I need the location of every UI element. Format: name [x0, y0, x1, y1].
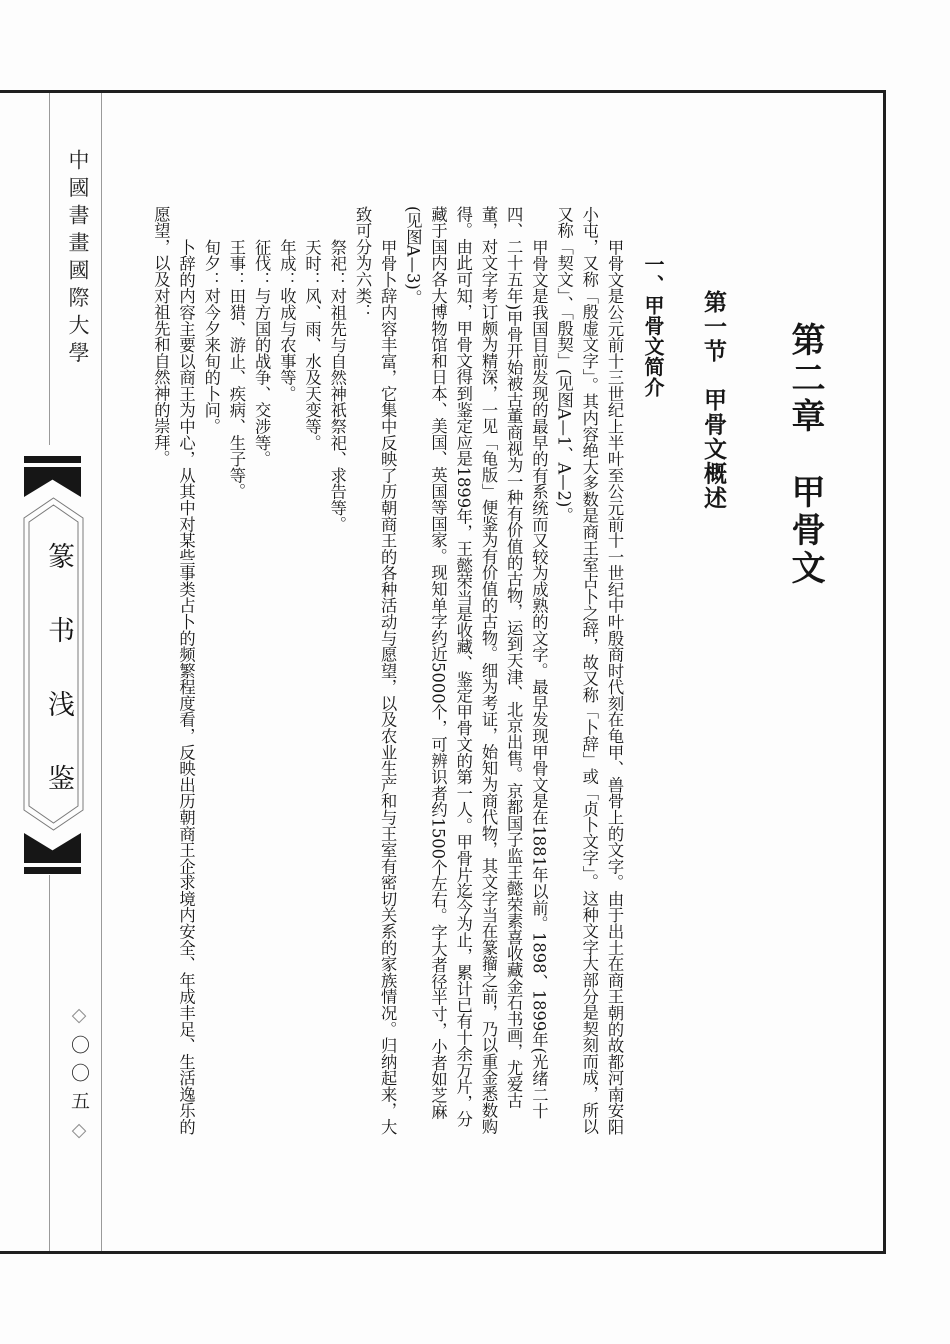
- chapter-title: 第二章 甲骨文: [785, 322, 825, 588]
- sidebar-inner-rule-upper: [49, 93, 50, 445]
- diamond-ornament-top: ◇: [68, 1004, 90, 1035]
- list-item-weather: 天时：风、雨、水及天变等。: [302, 238, 322, 451]
- list-item-sacrifice: 祭祀：对祖先与自然神祇祭祀、求告等。: [327, 238, 347, 532]
- subsection-title: 一、甲骨文简介: [641, 254, 665, 398]
- section-title: 第一节 甲骨文概述: [700, 290, 726, 511]
- diamond-ornament-bottom: ◇: [68, 1119, 90, 1150]
- body-text: [151, 206, 627, 1138]
- university-title: 中國書畫國際大學: [66, 149, 90, 369]
- banner-bottom-bar: [24, 867, 81, 874]
- paragraph: 甲骨文是我国目前发现的最早的有系统而又较为成熟的文字。最早发现甲骨文是在1881年以前。1898、1899年(光绪二十四、二十五年)甲骨开始被古董商视为一种有价值的古物，运到天津、北京出售。京都国子监王懿荣素喜收藏金石书画，尤爱古董，对文字考订颇为精深，一见「龟版」便鉴为有价值的古物。细为考证，始知为商代物，其文字当在篆籀之前，乃以重金悉数购得。由此可知，甲骨文得到鉴定应是1899年，王懿荣当是收藏、鉴定甲骨文的第一人。甲骨片迄今为止，累计已有十余万片，分藏于国内各大博物馆和日本、美国、英国等国家。现知单字约近5000个，可辨识者约1500个左右。字大者径半寸，小者如芝麻(见图A—3)。: [403, 206, 549, 1135]
- banner-top-bar: [24, 456, 81, 463]
- paragraph: 卜辞的内容主要以商王为中心，从其中对某些事类占卜的频繁程度看，反映出历朝商王企求境内安全、年成丰足、生活逸乐的愿望，以及对祖先和自然神的崇拜。: [151, 206, 196, 1135]
- list-item-royal-affairs: 王事：田猎、游止、疾病、生子等。: [226, 238, 246, 500]
- sidebar-outer-rule: [101, 93, 102, 1251]
- book-title: 篆书浅鉴: [43, 542, 74, 838]
- page-number: [66, 1004, 93, 1150]
- list-item-divination: 旬夕：对今夕来旬的卜问。: [201, 238, 221, 435]
- sidebar-inner-rule-lower: [49, 875, 50, 1251]
- paragraph: 甲骨文是公元前十三世纪上半叶至公元前十一世纪中叶殷商时代刻在龟甲、兽骨上的文字。由于出土在商王朝的故都河南安阳小屯，又称「殷虚文字」。其内容绝大多数是商王室占卜之辞，故又称「卜辞」或「贞卜文字」。这种文字大部分是契刻而成，所以又称「契文」、「殷契」(见图A—1、A—2)。: [554, 206, 624, 1135]
- list-item-war: 征伐：与方国的战争、交涉等。: [252, 238, 272, 467]
- list-item-harvest: 年成：收成与农事等。: [277, 238, 297, 402]
- page-number-value: 〇〇五: [68, 1035, 90, 1119]
- paragraph: 甲骨卜辞内容丰富，它集中反映了历朝商王的各种活动与愿望，以及农业生产和与王室有密切关系的家族情况。归纳起来，大致可分为六类：: [352, 206, 398, 1135]
